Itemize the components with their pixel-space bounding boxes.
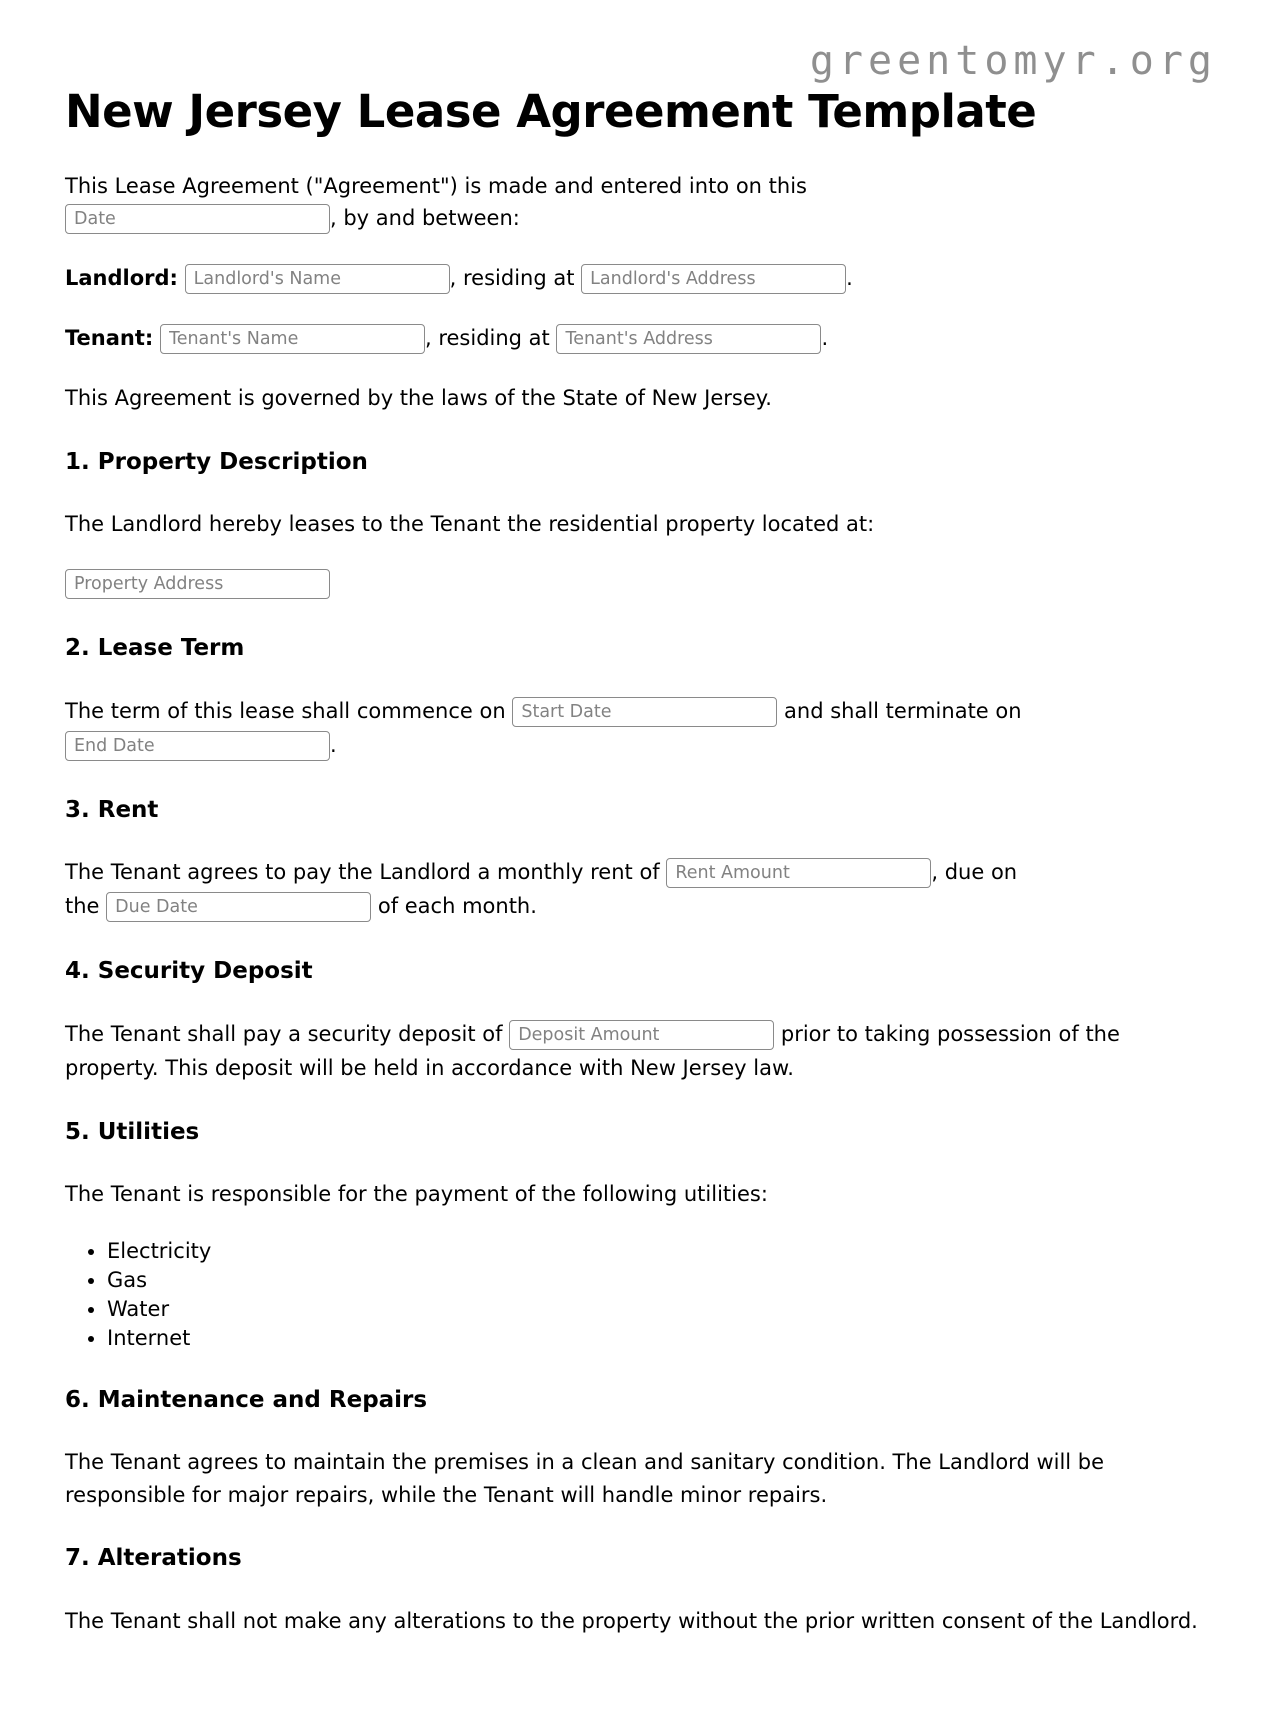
utility-item-internet: • Internet [107,1324,1217,1353]
landlord-period: . [846,266,853,291]
lease-term-text-before: The term of this lease shall commence on [65,698,506,723]
utility-item-gas: • Gas [107,1266,1217,1295]
lease-term-paragraph [65,695,1217,763]
tenant-label: Tenant: [65,326,154,351]
utility-item-water: • Water [107,1295,1217,1324]
landlord-address-input[interactable] [581,264,846,294]
governing-law-text: This Agreement is governed by the laws of the State of New Jersey. [65,386,772,411]
tenant-row [65,322,1217,356]
tenant-period: . [821,326,829,351]
landlord-row [65,262,1217,296]
maintenance-body-text: The Tenant agrees to maintain the premises in a clean and sanitary condition. The Landlord will be responsible for major repairs, while the Tenant will handle minor repairs. [65,1450,1105,1507]
preamble-text-after: , by and between: [330,206,520,231]
tenant-name-input[interactable] [160,324,425,354]
tenant-residing-text: , residing at [424,326,550,351]
section-heading-maintenance: 6. Maintenance and Repairs [65,1386,428,1413]
section-heading-utilities: 5. Utilities [65,1118,200,1145]
preamble-text: This Lease Agreement ("Agreement") is made and entered into on this [65,173,807,198]
landlord-residing-text: , residing at [449,266,575,291]
tenant-address-input[interactable] [556,324,821,354]
preamble-date-line [65,202,1217,236]
due-date-input[interactable] [106,892,371,922]
start-date-input[interactable] [512,697,777,727]
date-input[interactable] [65,204,330,234]
lease-term-text-after: and shall terminate on [784,698,1022,723]
rent-text-after-due: of each month. [377,894,537,919]
section-heading-alterations: 7. Alterations [65,1545,242,1572]
security-deposit-paragraph [65,1018,1217,1085]
lease-term-line2 [65,729,1217,763]
alterations-body-text: The Tenant shall not make any alterations to the property without the prior written consent of the Landlord. [65,1608,1198,1633]
rent-text-after: , due on [931,860,1018,885]
rent-paragraph [65,856,1217,924]
section-heading-property: 1. Property Description [65,448,368,475]
landlord-name-input[interactable] [185,264,450,294]
section-heading-rent: 3. Rent [65,796,159,823]
utilities-list [65,1237,1217,1353]
property-address-row [65,567,1217,601]
property-address-input[interactable] [65,569,330,599]
rent-amount-input[interactable] [666,858,931,888]
site-logo: greentomyr.org [809,38,1217,84]
landlord-label: Landlord: [65,266,178,291]
property-body-text: The Landlord hereby leases to the Tenant the residential property located at: [65,512,875,537]
deposit-text-before: The Tenant shall pay a security deposit of [65,1021,503,1046]
preamble [65,170,1217,237]
section-heading-lease-term: 2. Lease Term [65,635,245,662]
lease-term-period: . [330,732,337,757]
section-heading-security-deposit: 4. Security Deposit [65,958,313,985]
rent-text-before: The Tenant agrees to pay the Landlord a monthly rent of [65,860,660,885]
lease-term-line1 [65,695,1217,729]
page-title: New Jersey Lease Agreement Template [65,85,1037,138]
end-date-input[interactable] [65,731,330,761]
deposit-text-after: prior to taking possession of the property. This deposit will be held in accordance with New Jersey law. [65,1021,1120,1080]
rent-line2 [65,890,1217,924]
utilities-body-text: The Tenant is responsible for the payment of the following utilities: [65,1182,768,1207]
utility-item-electricity: • Electricity [107,1237,1217,1266]
deposit-amount-input[interactable] [509,1020,774,1050]
rent-text-the: the [65,894,100,919]
rent-line1 [65,856,1217,890]
